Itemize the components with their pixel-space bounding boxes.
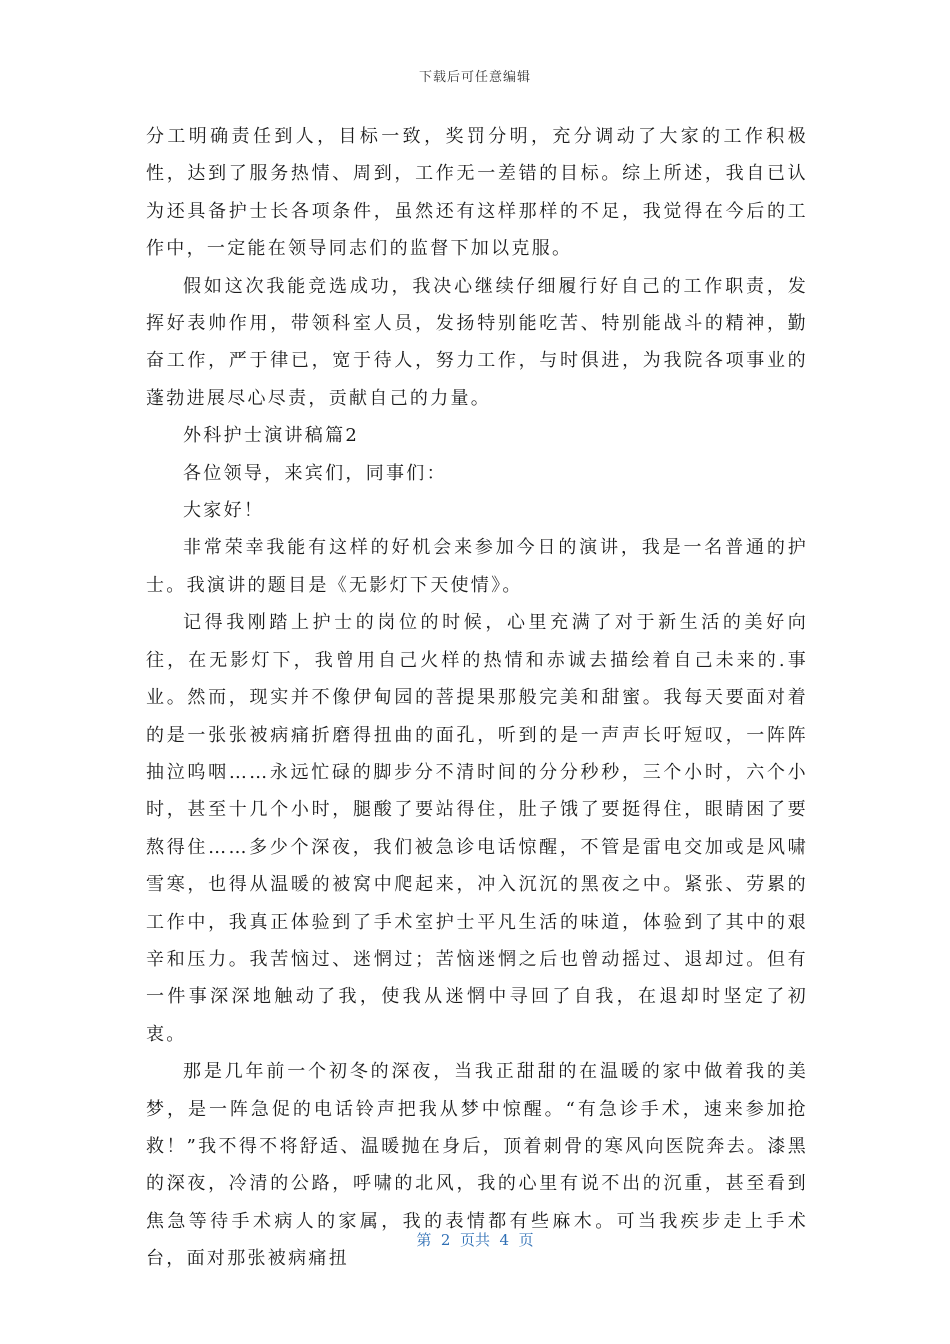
- paragraph-continuation: 分工明确责任到人，目标一致，奖罚分明，充分调动了大家的工作积极性，达到了服务热情、周到，工作无一差错的目标。综上所述，我自已认为还具备护士长各项条件，虽然还有这样那样的不足，我觉得在今后的工作中，一定能在领导同志们的监督下加以克服。: [146, 126, 808, 260]
- greeting: 大家好！: [183, 500, 265, 522]
- paragraph-resolve: 假如这次我能竞选成功，我决心继续仔细履行好自己的工作职责，发挥好表帅作用，带领科室人员，发扬特别能吃苦、特别能战斗的精神，勤奋工作，严于律已，宽于待人，努力工作，与时俱进，为我院各项事业的蓬勃进展尽心尽责，贡献自己的力量。: [146, 275, 808, 409]
- paragraph-intro: 非常荣幸我能有这样的好机会来参加今日的演讲，我是一名普通的护士。我演讲的题目是《无影灯下天使情》。: [146, 537, 808, 596]
- section-title: 外科护士演讲稿篇2: [183, 425, 360, 447]
- salutation: 各位领导，来宾们，同事们：: [183, 462, 447, 484]
- page-header: 下载后可任意编辑: [418, 70, 531, 85]
- document-body: [146, 118, 808, 1278]
- paragraph-winter-night: 那是几年前一个初冬的深夜，当我正甜甜的在温暖的家中做着我的美梦，是一阵急促的电话铃声把我从梦中惊醒。“有急诊手术，速来参加抢救！”我不得不将舒适、温暖抛在身后，顶着刺骨的寒风向医院奔去。漆黑的深夜，冷清的公路，呼啸的北风，我的心里有说不出的沉重，甚至看到焦急等待手术病人的家属，我的表情都有些麻木。可当我疾步走上手术台，面对那张被病痛扭: [146, 1061, 808, 1270]
- paragraph-memory: 记得我刚踏上护士的岗位的时候，心里充满了对于新生活的美好向往，在无影灯下，我曾用自己火样的热情和赤诚去描绘着自己未来的.事业。然而，现实并不像伊甸园的菩提果那般完美和甜蜜。我每天要面对着的是一张张被病痛折磨得扭曲的面孔，听到的是一声声长吁短叹，一阵阵抽泣呜咽……永远忙碌的脚步分不清时间的分分秒秒，三个小时，六个小时，甚至十几个小时，腿酸了要站得住，肚子饿了要挺得住，眼睛困了要熬得住……多少个深夜，我们被急诊电话惊醒，不管是雷电交加或是风啸雪寒，也得从温暖的被窝中爬起来，冲入沉沉的黑夜之中。紧张、劳累的工作中，我真正体验到了手术室护士平凡生活的味道，体验到了其中的艰辛和压力。我苦恼过、迷惘过；苦恼迷惘之后也曾动摇过、退却过。但有一件事深深地触动了我，使我从迷惘中寻回了自我，在退却时坚定了初衷。: [146, 612, 808, 1045]
- page-footer: 第 2 页共 4 页: [416, 1231, 534, 1249]
